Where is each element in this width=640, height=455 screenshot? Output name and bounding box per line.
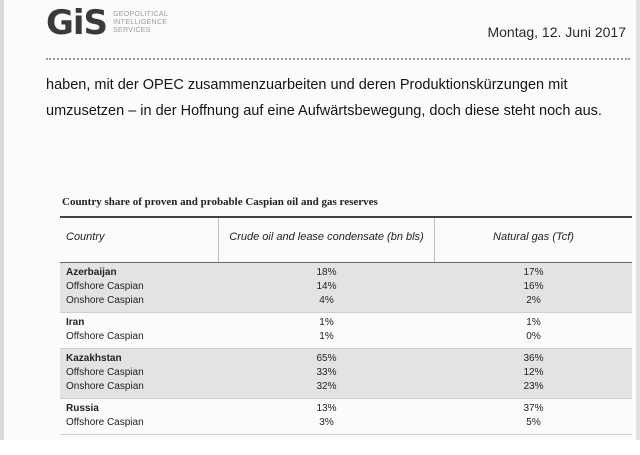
gis-logo [46,4,168,42]
table-row-group [60,263,632,313]
cell-country: Offshore Caspian [66,281,144,292]
cell-crude-oil: 18% [316,267,337,278]
table-row-country [60,352,632,366]
cell-crude-oil: 33% [316,367,337,378]
cell-country: Azerbaijan [66,267,117,278]
cell-country: Onshore Caspian [66,295,144,306]
table-caption: Country share of proven and probable Caspian oil and gas reserves [62,196,378,208]
cell-crude-oil: 14% [316,281,337,292]
header-divider [46,58,630,60]
cell-natural-gas: 23% [523,381,544,392]
cell-country: Onshore Caspian [66,381,144,392]
cell-natural-gas: 16% [523,281,544,292]
table-row-region [60,416,632,430]
cell-country: Offshore Caspian [66,367,144,378]
table-header-row [60,218,632,263]
cell-crude-oil: 32% [316,381,337,392]
cell-country: Russia [66,403,99,414]
cell-crude-oil: 13% [316,403,337,414]
table-body [60,263,632,435]
table-row-region [60,380,632,394]
cell-country: Offshore Caspian [66,417,144,428]
cell-country: Kazakhstan [66,353,122,364]
body-paragraph: haben, mit der OPEC zusammenzuarbeiten und deren Produktionskürzungen mit umzusetzen – in der Hoffnung auf eine Aufwärtsbewegung, doch diese steht noch aus. [46,77,602,119]
table-row-region [60,280,632,294]
cell-natural-gas: 36% [523,353,544,364]
cell-natural-gas: 12% [523,367,544,378]
logo-mark: GiS [46,3,108,43]
table-row-group [60,399,632,435]
column-header-natural-gas: Natural gas (Tcf) [493,231,574,243]
page-bottom-margin [0,440,640,455]
table-row-region [60,366,632,380]
logo-subtitle-line: SERVICES [113,27,151,34]
cell-crude-oil: 1% [319,317,334,328]
table-row-group [60,313,632,349]
cell-country: Iran [66,317,85,328]
table-row-country [60,266,632,280]
cell-natural-gas: 0% [526,331,541,342]
reserves-table [60,216,632,435]
logo-subtitle-line: GEOPOLITICAL [113,11,169,18]
column-header-crude-oil: Crude oil and lease condensate (bn bls) [218,218,435,262]
cell-natural-gas: 1% [526,317,541,328]
table-row-country [60,316,632,330]
logo-subtitle-line: INTELLIGENCE [113,19,168,26]
cell-natural-gas: 37% [523,403,544,414]
column-header-country: Country [66,231,105,243]
table-row-region [60,294,632,308]
cell-crude-oil: 4% [319,295,334,306]
cell-crude-oil: 65% [316,353,337,364]
table-row-group [60,349,632,399]
table-row-country [60,402,632,416]
cell-crude-oil: 1% [319,331,334,342]
cell-natural-gas: 2% [526,295,541,306]
document-date: Montag, 12. Juni 2017 [487,24,626,40]
cell-natural-gas: 17% [523,267,544,278]
cell-country: Offshore Caspian [66,331,144,342]
logo-subtitle [113,11,168,35]
cell-crude-oil: 3% [319,417,334,428]
table-row-region [60,330,632,344]
cell-natural-gas: 5% [526,417,541,428]
